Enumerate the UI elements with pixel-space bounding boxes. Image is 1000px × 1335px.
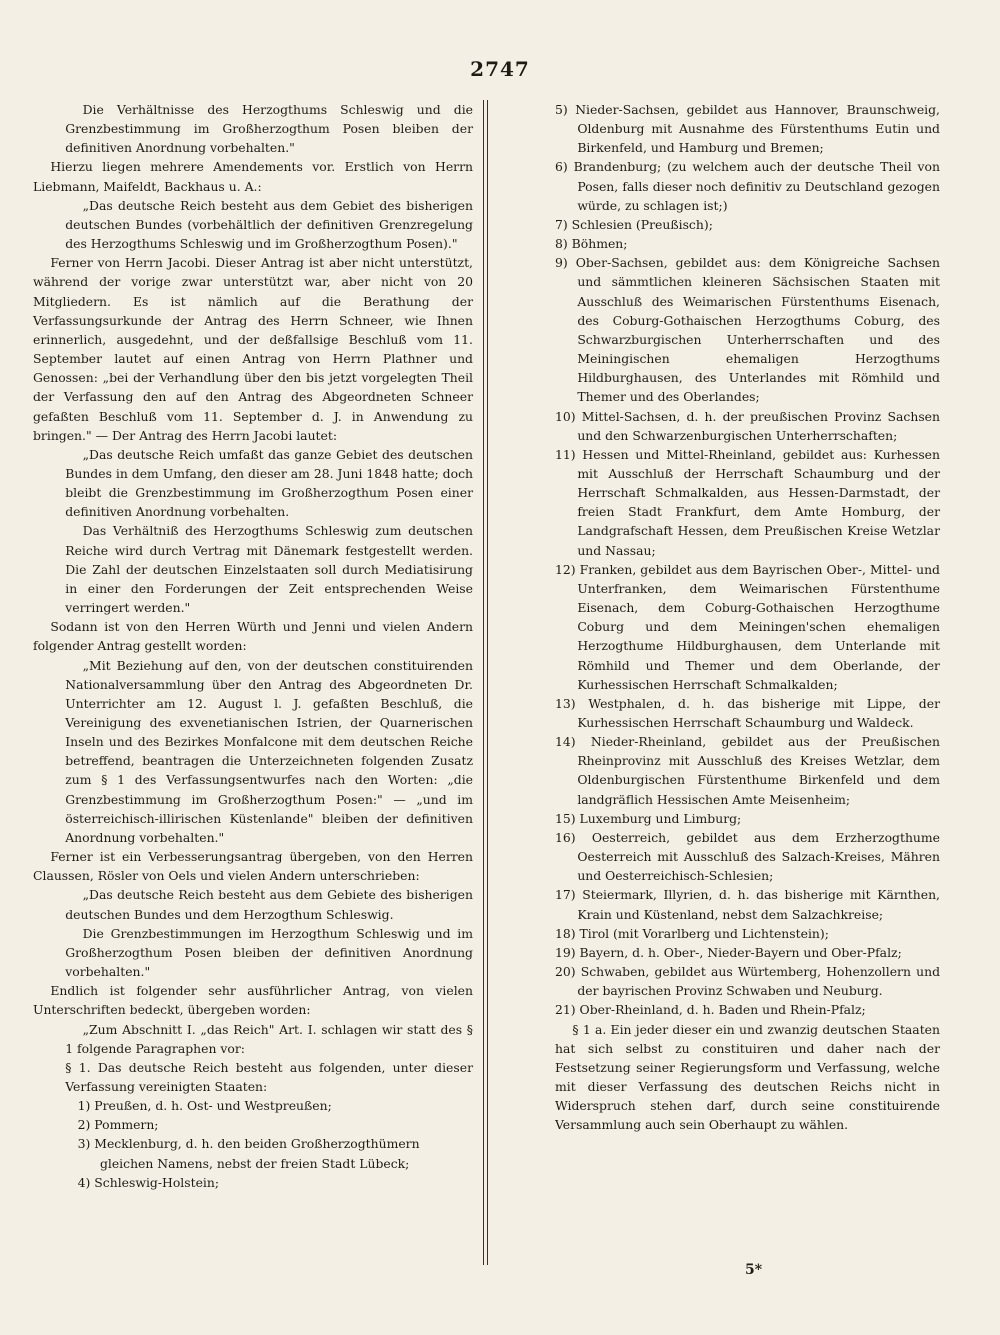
list-item: 6) Brandenburg; (zu welchem auch der deutsche Theil von Posen, falls dieser noch definitiv zu Deutschland gezogen würde, zu schlagen ist;)	[555, 159, 940, 213]
quoted-amendment: Die Grenzbestimmungen im Herzogthum Schleswig und im Großherzogthum Posen bleiben der definitiven Anordnung vorbehalten."	[65, 925, 473, 980]
list-item: 19) Bayern, d. h. Ober-, Nieder-Bayern und Ober-Pfalz;	[555, 944, 902, 960]
list-item: 10) Mittel-Sachsen, d. h. der preußischen Provinz Sachsen und den Schwarzenburgischen Unterherrschaften;	[555, 408, 940, 443]
list-item: 5) Nieder-Sachsen, gebildet aus Hannover, Braunschweig, Oldenburg mit Ausnahme des Fürstenthums Eutin und Birkenfeld, und Hamburg und Bremen;	[555, 102, 940, 156]
column-divider	[487, 100, 488, 1265]
list-item: 2) Pommern;	[77, 1117, 159, 1133]
quoted-amendment: Das Verhältniß des Herzogthums Schleswig zum deutschen Reiche wird durch Vertrag mit Dänemark festgestellt werden. Die Zahl der deutschen Einzelstaaten soll durch Mediatisirung in einer den Forderungen der Zeit entsprechenden Weise verringert werden."	[65, 523, 473, 616]
state-list	[33, 1096, 473, 1192]
paragraph: Sodann ist von den Herren Würth und Jenni und vielen Andern folgender Antrag gestellt worden:	[33, 619, 473, 654]
paragraph: Die Verhältnisse des Herzogthums Schleswig und die Grenzbestimmung im Großherzogthum Posen bleiben der definitiven Anordnung vorbehalten."	[65, 102, 473, 156]
list-item: 4) Schleswig-Holstein;	[77, 1174, 220, 1190]
quoted-amendment: „Zum Abschnitt I. „das Reich" Art. I. schlagen wir statt des § 1 folgende Paragraphen vor:	[65, 1021, 473, 1056]
quoted-amendment: „Das deutsche Reich besteht aus dem Gebiete des bisherigen deutschen Bundes und dem Herzogthum Schleswig.	[65, 887, 473, 922]
list-item: 21) Ober-Rheinland, d. h. Baden und Rhein-Pfalz;	[555, 1002, 866, 1018]
list-item: 8) Böhmen;	[555, 236, 628, 252]
paragraph: Hierzu liegen mehrere Amendements vor. Erstlich von Herrn Liebmann, Maifeldt, Backhaus u. A.:	[33, 159, 473, 194]
page-number: 2747	[470, 57, 530, 81]
list-item: 16) Oesterreich, gebildet aus dem Erzherzogthume Oesterreich mit Ausschluß des Salzach-Kreises, Mähren und Oesterreichisch-Schlesien;	[555, 829, 940, 884]
left-column	[33, 100, 473, 1192]
list-item: 7) Schlesien (Preußisch);	[555, 216, 713, 232]
list-item: 3) Mecklenburg, d. h. den beiden Großherzogthümern gleichen Namens, nebst der freien Stadt Lübeck;	[77, 1136, 420, 1171]
paragraph: Endlich ist folgender sehr ausführlicher Antrag, von vielen Unterschriften bedeckt, übergeben worden:	[33, 983, 473, 1018]
list-item: 1) Preußen, d. h. Ost- und Westpreußen;	[77, 1098, 332, 1114]
quoted-amendment: „Mit Beziehung auf den, von der deutschen constituirenden Nationalversammlung über den Antrag des Abgeordneten Dr. Unterrichter am 12. August l. J. gefaßten Beschluß, die Vereinigung des exvenetianischen Istrien, der Quarnerischen Inseln und des Bezirkes Monfalcone mit dem deutschen Reiche betreffend, beantragen die Unterzeichneten folgenden Zusatz zum § 1 des Verfassungsentwurfes nach den Worten: „die Grenzbestimmung im Großherzogthum Posen:" — „und im österreichisch-illirischen Küstenlande" bleiben der definitiven Anordnung vorbehalten."	[65, 657, 473, 845]
right-column	[555, 100, 940, 1134]
list-item: 20) Schwaben, gebildet aus Würtemberg, Hohenzollern und der bayrischen Provinz Schwaben und Neuburg.	[555, 964, 940, 999]
list-item: 12) Franken, gebildet aus dem Bayrischen Ober-, Mittel- und Unterfranken, dem Weimarischen Fürstenthume Eisenach, dem Coburg-Gothaischen Herzogthume Coburg und dem Meiningen'schen ehemaligen Herzogthume Hildburghausen, dem Unterlande mit Römhild und Themer und dem Oberlande, der Kurhessischen Herrschaft Schmalkalden;	[555, 561, 940, 692]
list-item: 13) Westphalen, d. h. das bisherige mit Lippe, der Kurhessischen Herrschaft Schaumburg und Waldeck.	[555, 695, 940, 730]
list-item: 15) Luxemburg und Limburg;	[555, 810, 742, 826]
column-divider	[483, 100, 484, 1265]
quoted-amendment: „Das deutsche Reich umfaßt das ganze Gebiet des deutschen Bundes in dem Umfang, den dieser am 28. Juni 1848 hatte; doch bleibt die Grenzbestimmung im Großherzogthum Posen einer definitiven Anordnung vorbehalten.	[65, 446, 473, 520]
paragraph: Ferner ist ein Verbesserungsantrag übergeben, von den Herren Claussen, Rösler von Oels und vielen Andern unterschrieben:	[33, 849, 473, 884]
quoted-amendment: „Das deutsche Reich besteht aus dem Gebiet des bisherigen deutschen Bundes (vorbehältlich der definitiven Grenzregelung des Herzogthums Schleswig und im Großherzogthum Posen)."	[65, 197, 473, 252]
list-item: 14) Nieder-Rheinland, gebildet aus der Preußischen Rheinprovinz mit Ausschluß des Kreises Wetzlar, dem Oldenburgischen Fürstenthume Birkenfeld und dem landgräflich Hessischen Amte Meisenheim;	[555, 734, 940, 807]
list-item: 17) Steiermark, Illyrien, d. h. das bisherige mit Kärnthen, Krain und Küstenland, nebst dem Salzachkreise;	[555, 887, 940, 922]
section-paragraph: § 1. Das deutsche Reich besteht aus folgenden, unter dieser Verfassung vereinigten Staaten:	[65, 1059, 473, 1094]
list-item: 18) Tirol (mit Vorarlberg und Lichtenstein);	[555, 925, 829, 941]
signature-mark: 5*	[745, 1262, 763, 1278]
paragraph: Ferner von Herrn Jacobi. Dieser Antrag ist aber nicht unterstützt, während der vorige zwar unterstützt war, aber nicht von 20 Mitgliedern. Es ist nämlich auf die Berathung der Verfassungsurkunde der Antrag des Herrn Schneer, wie Ihnen erinnerlich, ausgedehnt, und der deßfallsige Beschluß vom 11. September lautet auf einen Antrag von Herrn Plathner und Genossen: „bei der Verhandlung über den bis jetzt vorgelegten Theil der Verfassung den auf den Antrag des Abgeordneten Schneer gefaßten Beschluß vom 11. September d. J. in Anwendung zu bringen." — Der Antrag des Herrn Jacobi lautet:	[33, 255, 473, 443]
list-item: 11) Hessen und Mittel-Rheinland, gebildet aus: Kurhessen mit Ausschluß der Herrschaft Schaumburg und der Herrschaft Schmalkalden, aus Hessen-Darmstadt, der freien Stadt Frankfurt, dem Amte Homburg, der Landgrafschaft Hessen, dem Preußischen Kreise Wetzlar und Nassau;	[555, 446, 940, 558]
list-item: 9) Ober-Sachsen, gebildet aus: dem Königreiche Sachsen und sämmtlichen kleineren Sächsischen Staaten mit Ausschluß des Weimarischen Fürstenthums Eisenach, des Coburg-Gothaischen Herzogthums Coburg, des Schwarzburgischen Unterherrschaften und des Meiningischen ehemaligen Herzogthums Hildburghausen, des Unterlandes mit Römhild und Themer und des Oberlandes;	[555, 255, 940, 405]
section-paragraph: § 1 a. Ein jeder dieser ein und zwanzig deutschen Staaten hat sich selbst zu constituiren und daher nach der Festsetzung seiner Regierungsform und Verfassung, welche mit dieser Verfassung des deutschen Reichs nicht in Widerspruch stehen darf, durch seine constituirende Versammlung auch sein Oberhaupt zu wählen.	[555, 1021, 940, 1133]
